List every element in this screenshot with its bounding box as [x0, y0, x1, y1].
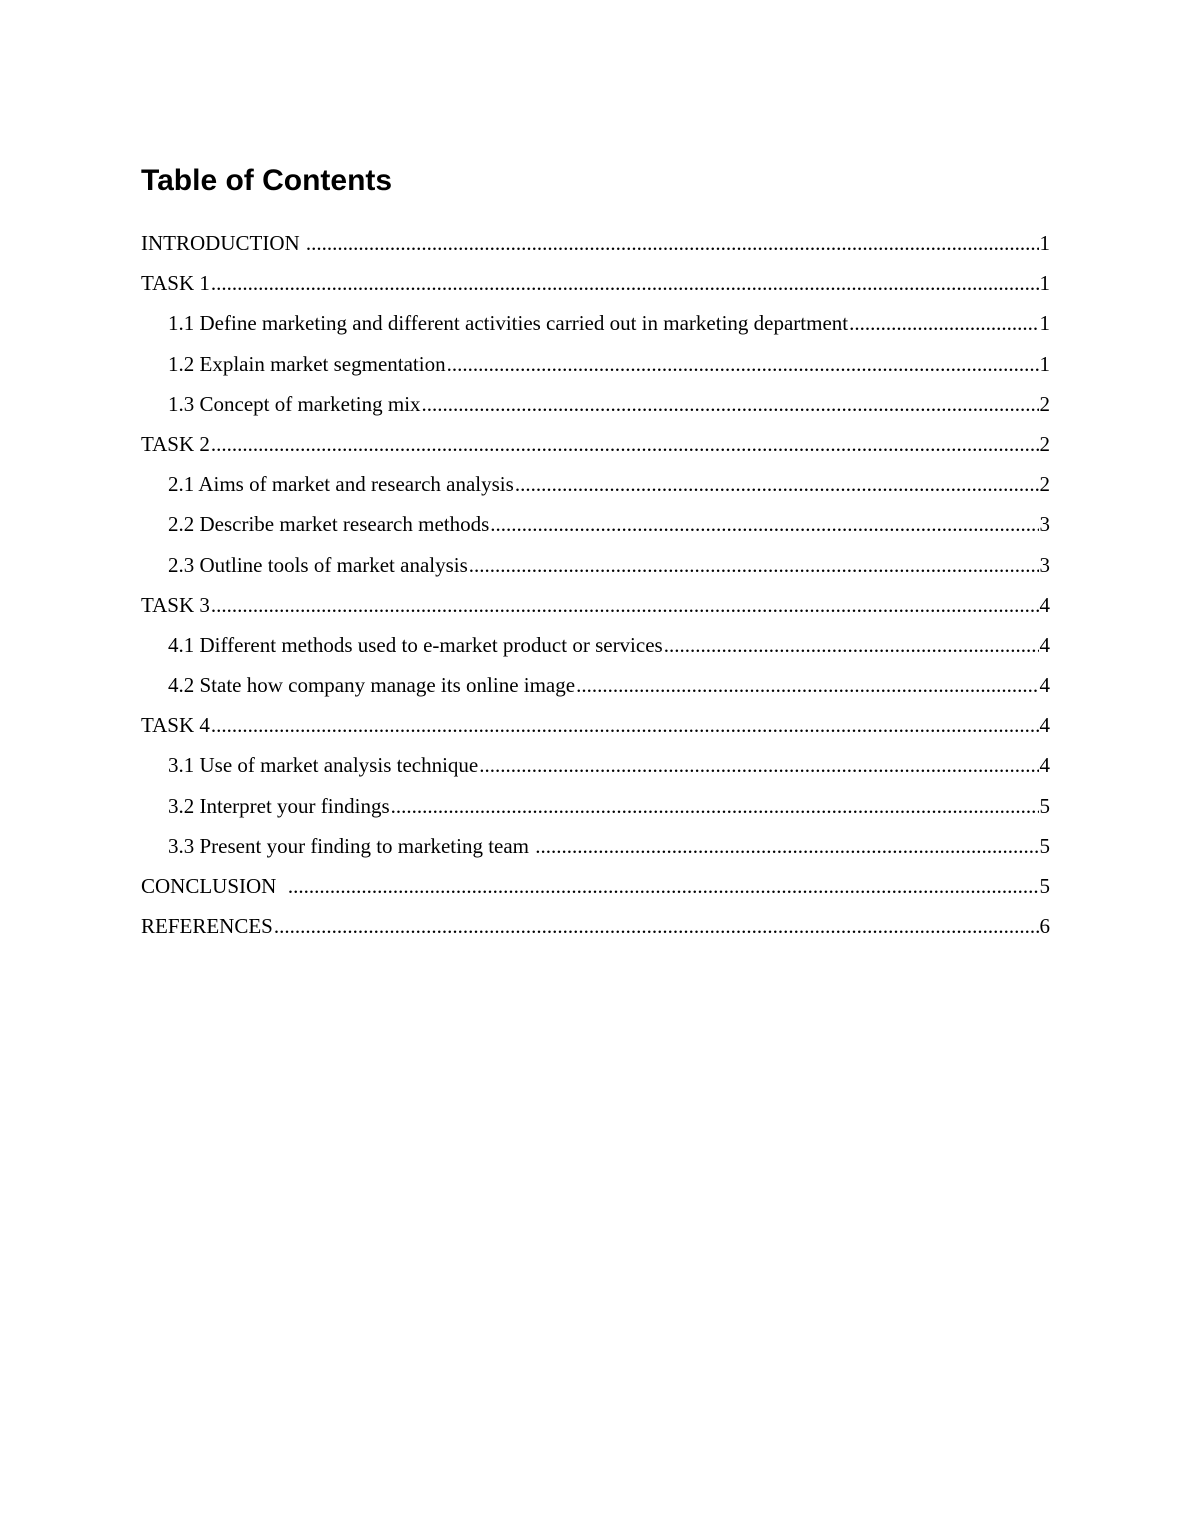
toc-entry-page: 6 [1039, 914, 1050, 939]
toc-entry[interactable] [141, 906, 1050, 946]
toc-entry[interactable] [141, 424, 1050, 464]
toc-entry-page: 5 [1039, 874, 1050, 898]
toc-entry-label: 3.1 Use of market analysis technique [168, 753, 479, 778]
toc-entry-label: 1.2 Explain market segmentation [168, 351, 446, 376]
toc-entry[interactable] [141, 545, 1050, 585]
toc-entry-page: 1 [1039, 351, 1050, 376]
toc-entry[interactable] [141, 344, 1050, 384]
toc-entry[interactable] [141, 745, 1050, 785]
toc-dot-leader [211, 705, 1039, 745]
toc-entry-label: 4.2 State how company manage its online image [168, 673, 576, 698]
toc-dot-leader [849, 303, 1038, 343]
toc-entry-page: 4 [1039, 632, 1050, 657]
toc-dot-leader [422, 384, 1039, 424]
toc-entry[interactable] [141, 705, 1050, 745]
toc-title: Table of Contents [141, 164, 393, 197]
toc-entry-label: 4.1 Different methods used to e-market product or services [168, 632, 663, 657]
toc-dot-leader [288, 866, 1039, 906]
toc-entry-label: 2.1 Aims of market and research analysis [168, 472, 514, 497]
toc-entry-page: 4 [1039, 673, 1050, 698]
toc-dot-leader [469, 545, 1039, 585]
toc-entry-page: 4 [1039, 592, 1050, 617]
toc-entry-page: 2 [1039, 431, 1050, 456]
toc-entry[interactable] [141, 504, 1050, 544]
toc-dot-leader [576, 665, 1038, 705]
toc-entry-page: 5 [1039, 833, 1050, 858]
toc-entry[interactable] [141, 263, 1050, 303]
toc-entry-page: 2 [1039, 391, 1050, 416]
toc-entry[interactable] [141, 384, 1050, 424]
toc-entry-page: 5 [1039, 793, 1050, 818]
toc-entry-label: REFERENCES [141, 914, 273, 939]
toc-list [141, 223, 1050, 946]
toc-entry[interactable] [141, 303, 1050, 343]
toc-entry-label: 1.1 Define marketing and different activities carried out in marketing department [168, 311, 849, 336]
toc-dot-leader [515, 464, 1039, 504]
toc-entry-page: 1 [1039, 231, 1050, 255]
toc-entry-page: 2 [1039, 472, 1050, 497]
toc-entry-label: INTRODUCTION [141, 231, 305, 255]
toc-entry[interactable] [141, 585, 1050, 625]
toc-entry-page: 1 [1039, 271, 1050, 296]
toc-entry-label: TASK 3 [141, 592, 210, 617]
toc-dot-leader [664, 625, 1039, 665]
toc-dot-leader [535, 826, 1038, 866]
toc-dot-leader [447, 344, 1039, 384]
toc-entry-page: 3 [1039, 552, 1050, 577]
toc-entry-label: 2.2 Describe market research methods [168, 512, 490, 537]
toc-entry-label: 3.3 Present your finding to marketing team [168, 833, 535, 858]
toc-entry-label: 1.3 Concept of marketing mix [168, 391, 421, 416]
toc-entry-label: 3.2 Interpret your findings [168, 793, 390, 818]
toc-dot-leader [274, 906, 1039, 946]
toc-entry[interactable] [141, 826, 1050, 866]
toc-entry[interactable] [141, 866, 1050, 906]
toc-entry-page: 3 [1039, 512, 1050, 537]
toc-entry-label: TASK 2 [141, 431, 210, 456]
toc-entry-label: 2.3 Outline tools of market analysis [168, 552, 468, 577]
toc-dot-leader [211, 424, 1039, 464]
toc-entry-page: 4 [1039, 753, 1050, 778]
toc-entry[interactable] [141, 625, 1050, 665]
toc-dot-leader [306, 223, 1039, 263]
toc-entry-label: CONCLUSION [141, 874, 287, 898]
toc-entry[interactable] [141, 464, 1050, 504]
toc-entry[interactable] [141, 223, 1050, 263]
toc-dot-leader [391, 786, 1039, 826]
toc-entry[interactable] [141, 786, 1050, 826]
toc-entry-page: 1 [1039, 311, 1050, 336]
toc-dot-leader [211, 585, 1039, 625]
toc-entry-label: TASK 4 [141, 713, 210, 738]
toc-dot-leader [479, 745, 1038, 785]
toc-dot-leader [490, 504, 1038, 544]
toc-entry-label: TASK 1 [141, 271, 210, 296]
toc-entry[interactable] [141, 665, 1050, 705]
toc-entry-page: 4 [1039, 713, 1050, 738]
toc-dot-leader [211, 263, 1039, 303]
